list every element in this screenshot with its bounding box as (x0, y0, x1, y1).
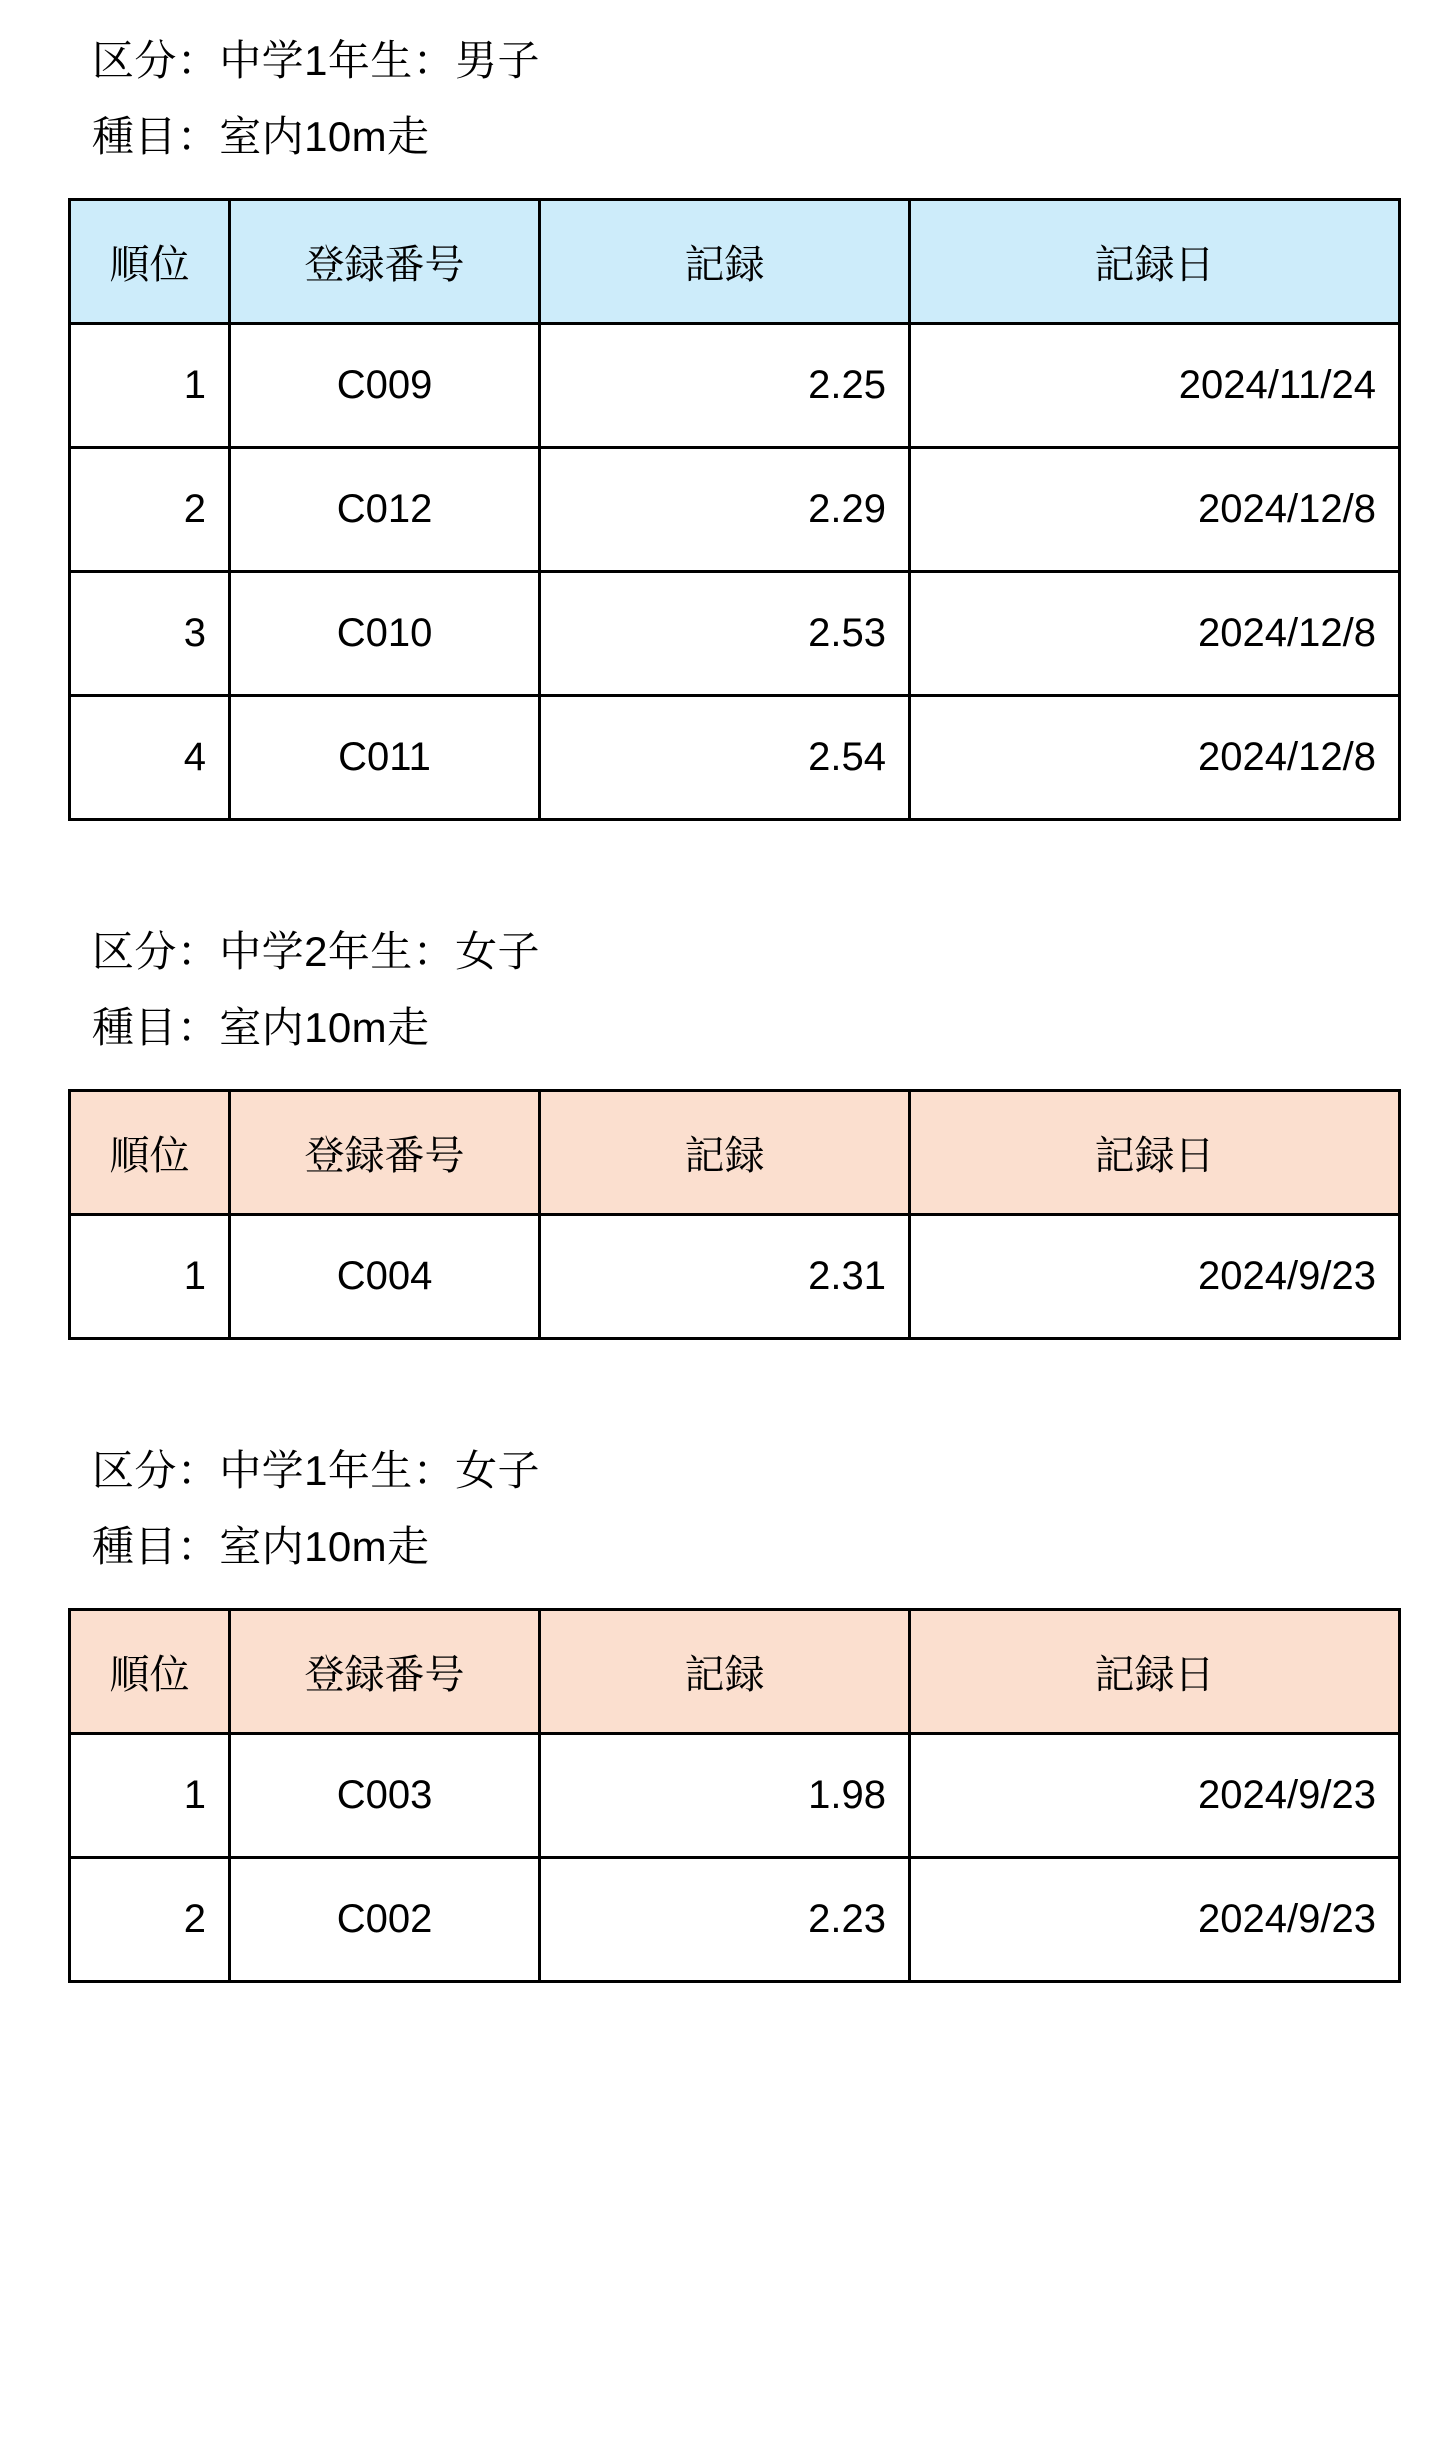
records-table (68, 198, 1401, 821)
table-row (70, 1215, 1400, 1339)
column-header-regno: 登録番号 (230, 1091, 540, 1215)
table-header-row (70, 1091, 1400, 1215)
column-header-record: 記録 (540, 1610, 910, 1734)
cell-date: 2024/9/23 (910, 1215, 1400, 1339)
cell-regno: C011 (230, 696, 540, 820)
column-header-rank: 順位 (70, 1091, 230, 1215)
column-header-regno: 登録番号 (230, 1610, 540, 1734)
cell-rank: 2 (70, 1858, 230, 1982)
cell-regno: C010 (230, 572, 540, 696)
record-section (60, 928, 1380, 1340)
cell-record: 2.53 (540, 572, 910, 696)
record-section (60, 37, 1380, 821)
cell-date: 2024/12/8 (910, 572, 1400, 696)
column-header-rank: 順位 (70, 200, 230, 324)
cell-record: 2.54 (540, 696, 910, 820)
cell-record: 1.98 (540, 1734, 910, 1858)
cell-rank: 1 (70, 324, 230, 448)
event-label: 種目：室内10m走 (92, 113, 430, 160)
division-label: 区分：中学2年生：女子 (92, 928, 540, 975)
column-header-rank: 順位 (70, 1610, 230, 1734)
cell-record: 2.29 (540, 448, 910, 572)
cell-rank: 1 (70, 1734, 230, 1858)
cell-regno: C004 (230, 1215, 540, 1339)
cell-date: 2024/12/8 (910, 448, 1400, 572)
cell-rank: 2 (70, 448, 230, 572)
column-header-record: 記録 (540, 200, 910, 324)
cell-regno: C002 (230, 1858, 540, 1982)
cell-regno: C012 (230, 448, 540, 572)
table-header-row (70, 1610, 1400, 1734)
cell-record: 2.31 (540, 1215, 910, 1339)
table-row (70, 1734, 1400, 1858)
cell-date: 2024/9/23 (910, 1858, 1400, 1982)
column-header-record: 記録 (540, 1091, 910, 1215)
column-header-date: 記録日 (910, 1091, 1400, 1215)
division-label: 区分：中学1年生：男子 (92, 37, 540, 84)
records-table (68, 1608, 1401, 1983)
event-label: 種目：室内10m走 (92, 1523, 430, 1570)
table-row (70, 324, 1400, 448)
table-row (70, 1858, 1400, 1982)
table-row (70, 572, 1400, 696)
column-header-date: 記録日 (910, 1610, 1400, 1734)
column-header-regno: 登録番号 (230, 200, 540, 324)
cell-rank: 3 (70, 572, 230, 696)
column-header-date: 記録日 (910, 200, 1400, 324)
cell-rank: 4 (70, 696, 230, 820)
cell-regno: C009 (230, 324, 540, 448)
division-label: 区分：中学1年生：女子 (92, 1447, 540, 1494)
cell-regno: C003 (230, 1734, 540, 1858)
cell-record: 2.25 (540, 324, 910, 448)
table-row (70, 696, 1400, 820)
cell-date: 2024/9/23 (910, 1734, 1400, 1858)
event-label: 種目：室内10m走 (92, 1004, 430, 1051)
table-row (70, 448, 1400, 572)
cell-date: 2024/11/24 (910, 324, 1400, 448)
cell-date: 2024/12/8 (910, 696, 1400, 820)
record-section (60, 1447, 1380, 1983)
cell-rank: 1 (70, 1215, 230, 1339)
records-table (68, 1089, 1401, 1340)
table-header-row (70, 200, 1400, 324)
cell-record: 2.23 (540, 1858, 910, 1982)
